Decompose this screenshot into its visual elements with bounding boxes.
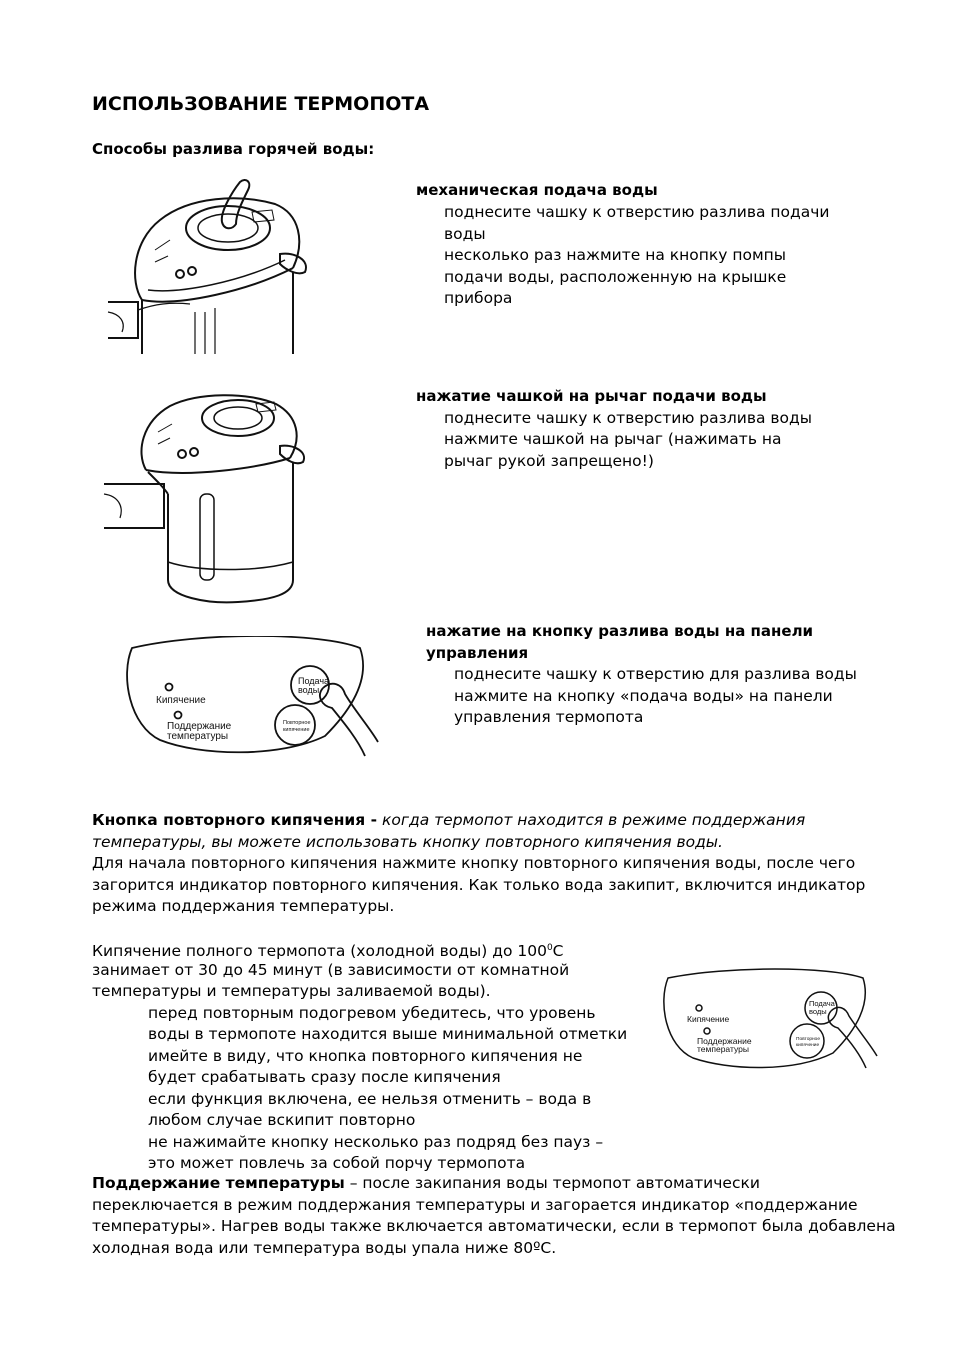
keep-warm-indicator-light: [704, 1028, 710, 1034]
reboil-italic-text: температуры, вы можете использовать кнопку повторного кипячения воды.: [92, 832, 723, 851]
method-3-heading: управления: [426, 643, 529, 662]
finger-outline: [222, 180, 250, 228]
cup-outline: [108, 302, 138, 338]
section-subtitle: Способы разлива горячей воды:: [92, 140, 375, 158]
method-2-heading: нажатие чашкой на рычаг подачи воды: [416, 387, 767, 405]
method-1-line: несколько раз нажмите на кнопку помпы: [444, 246, 787, 264]
method-1-line: прибора: [444, 289, 513, 307]
page-title: ИСПОЛЬЗОВАНИЕ ТЕРМОПОТА: [92, 93, 430, 115]
spout-lever: [280, 254, 306, 274]
reboil-heading: Кнопка повторного кипячения -: [92, 811, 378, 829]
boil-time-line: занимает от 30 до 45 минут (в зависимости от комнатной: [92, 960, 570, 979]
keep-warm-text: – после закипания воды термопот автоматически: [344, 1174, 760, 1192]
method-1-line: воды: [444, 224, 486, 243]
note-line: это может повлечь за собой порчу термопота: [148, 1154, 526, 1172]
boil-time-text: Кипячение полного термопота (холодной воды) до 100: [92, 942, 547, 961]
panel-label-reboil: кипячение: [796, 1043, 820, 1048]
method-1-line: поднесите чашку к отверстию разлива подачи: [444, 203, 830, 221]
keep-warm-intro: [92, 1173, 760, 1195]
pump-button-outline: [202, 400, 274, 436]
keep-warm-paragraph-line: переключается в режим поддержания температуры и загорается индикатор «поддержание: [92, 1195, 858, 1214]
panel-label-dispense: воды: [298, 685, 320, 695]
thermopot-lever-illustration: [98, 382, 313, 612]
keep-warm-paragraph-line: температуры». Нагрев воды также включается автоматически, если в термопот была добавлена: [92, 1217, 896, 1235]
water-gauge: [200, 494, 214, 580]
cup-outline: [104, 484, 164, 528]
reboil-paragraph-line: Для начала повторного кипячения нажмите кнопку повторного кипячения воды, после чего: [92, 854, 856, 872]
panel-label-keep-warm: Поддержание: [697, 1036, 752, 1046]
panel-label-dispense: Подача: [809, 999, 835, 1008]
note-line: имейте в виду, что кнопка повторного кипячения не: [148, 1046, 583, 1065]
panel-label-reboil: кипячение: [283, 727, 310, 733]
panel-label-reboil: Повторное: [796, 1037, 821, 1042]
method-2-line: поднесите чашку к отверстию разлива воды: [444, 408, 812, 427]
method-2-line: рычаг рукой запрещено!): [444, 451, 654, 470]
control-panel-small-illustration: [658, 968, 883, 1083]
pot-lid-rim: [142, 268, 293, 302]
keep-warm-indicator-light: [175, 712, 182, 719]
pot-body-outline: [168, 462, 293, 602]
panel-label-dispense: воды: [809, 1007, 827, 1016]
thermopot-pump-illustration: [100, 172, 315, 357]
boil-time-line: температуры и температуры заливаемой воды).: [92, 982, 491, 1000]
keep-warm-paragraph-line: холодная вода или температура воды упала ниже 80ºС.: [92, 1238, 557, 1257]
note-line: не нажимайте кнопку несколько раз подряд без пауз –: [148, 1132, 604, 1151]
panel-label-boil: Кипячение: [687, 1014, 730, 1024]
panel-label-reboil: Повторное: [283, 720, 311, 726]
control-panel-illustration: [120, 636, 385, 771]
note-line: если функция включена, ее нельзя отменить – вода в: [148, 1089, 592, 1108]
panel-label-keep-warm: Поддержание: [167, 721, 232, 732]
panel-label-dispense: Подача: [298, 676, 330, 686]
method-3-line: поднесите чашку к отверстию для разлива воды: [454, 665, 857, 683]
reboil-intro: [92, 810, 805, 832]
boil-time-unit: С: [552, 942, 564, 961]
boil-indicator-light: [166, 684, 173, 691]
finger-outline: [323, 684, 378, 742]
method-2-line: нажмите чашкой на рычаг (нажимать на: [444, 430, 782, 448]
keep-warm-heading: Поддержание температуры: [92, 1174, 345, 1192]
reboil-paragraph-line: загорится индикатор повторного кипячения. Как только вода закипит, включится индикатор: [92, 875, 866, 894]
method-1-heading: механическая подача воды: [416, 181, 658, 199]
reboil-italic-text: когда термопот находится в режиме поддержания: [382, 811, 806, 829]
panel-label-keep-warm: температуры: [697, 1044, 749, 1054]
method-3-heading: нажатие на кнопку разлива воды на панели: [426, 622, 814, 640]
boil-indicator-light: [696, 1005, 702, 1011]
note-line: перед повторным подогревом убедитесь, что уровень: [148, 1003, 596, 1022]
method-3-line: нажмите на кнопку «подача воды» на панели: [454, 686, 833, 705]
note-line: будет срабатывать сразу после кипячения: [148, 1068, 501, 1086]
degree-superscript: 0: [546, 943, 553, 953]
note-line: любом случае вскипит повторно: [148, 1111, 416, 1129]
method-1-line: подачи воды, расположенную на крышке: [444, 267, 787, 286]
reboil-paragraph-line: режима поддержания температуры.: [92, 897, 395, 915]
panel-label-boil: Кипячение: [156, 695, 206, 706]
note-line: воды в термопоте находится выше минимальной отметки: [148, 1025, 628, 1043]
method-3-line: управления термопота: [454, 708, 644, 726]
panel-label-keep-warm: температуры: [167, 731, 229, 742]
